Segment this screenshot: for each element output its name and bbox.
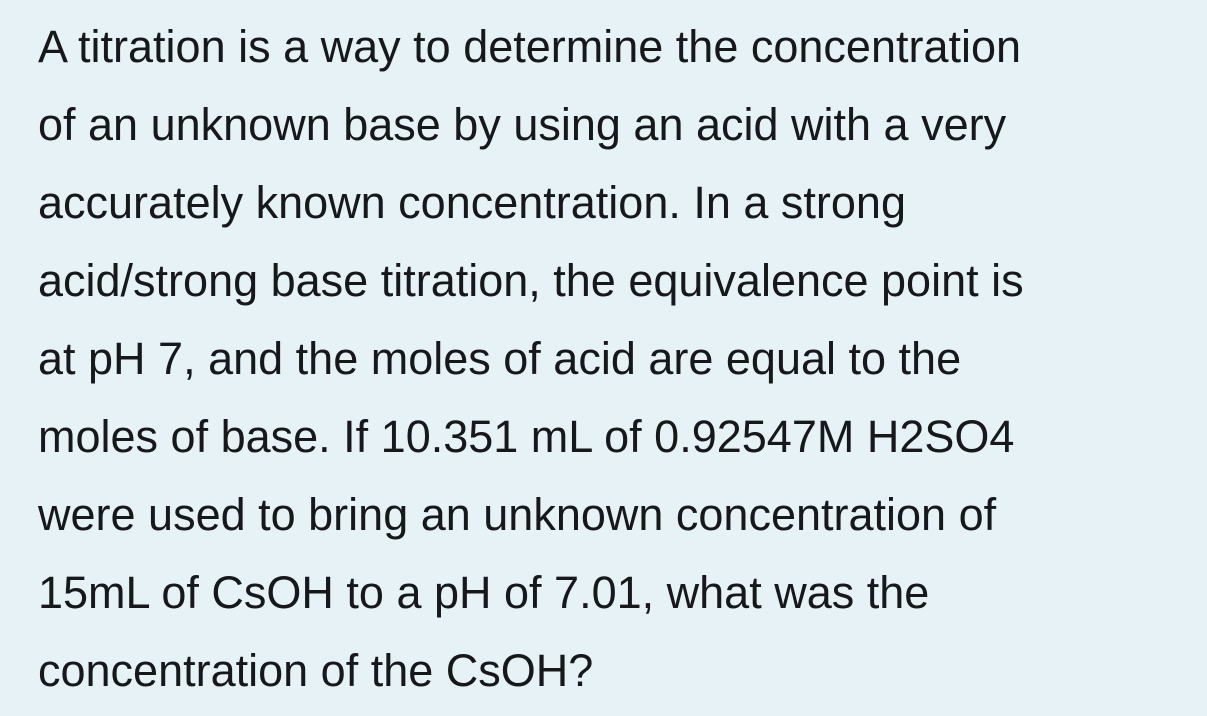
question-line-4: acid/strong base titration, the equivalence point is [38, 255, 1024, 306]
question-line-3: accurately known concentration. In a strong [38, 177, 906, 228]
question-line-2: of an unknown base by using an acid with a very [38, 99, 1007, 150]
question-line-8: 15mL of CsOH to a pH of 7.01, what was the [38, 567, 930, 618]
question-line-5: at pH 7, and the moles of acid are equal to the [38, 333, 962, 384]
question-text [38, 8, 1187, 710]
question-line-6: moles of base. If 10.351 mL of 0.92547M H2SO4 [38, 411, 1015, 462]
question-line-7: were used to bring an unknown concentration of [38, 489, 997, 540]
question-line-9: concentration of the CsOH? [38, 645, 594, 696]
question-line-1: A titration is a way to determine the concentration [38, 21, 1022, 72]
